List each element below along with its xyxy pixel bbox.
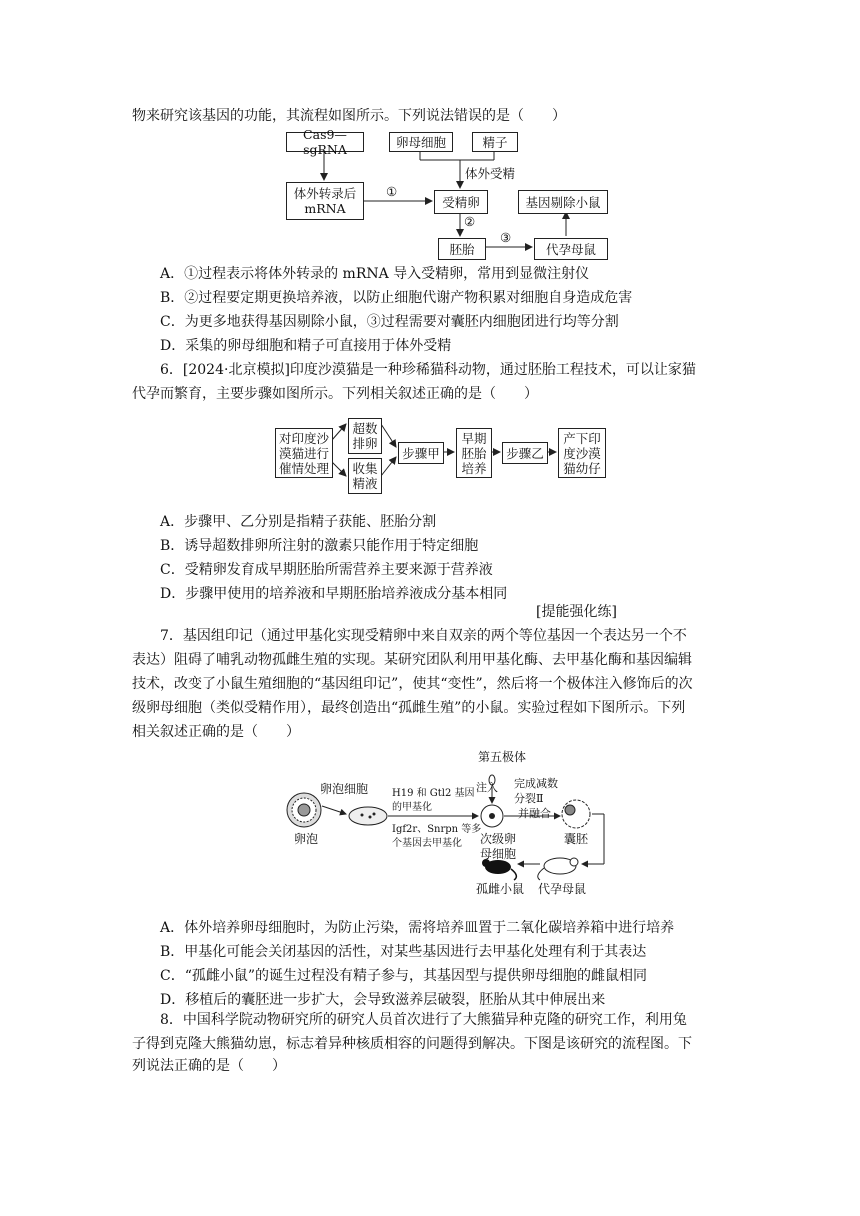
- culture-dish-icon: [349, 807, 387, 825]
- complete-label: 完成减数: [514, 777, 558, 790]
- q5-option-b: B．②过程要定期更换培养液，以防止细胞代谢产物积累对细胞自身造成危害: [160, 290, 633, 306]
- zygote-box: 受精卵: [434, 190, 488, 214]
- q7-stem-line4: 级卵母细胞（类似受精作用），最终创造出“孤雌生殖”的小鼠。实验过程如下图所示。下列: [132, 700, 686, 716]
- follicle-icon: [287, 793, 321, 827]
- q7-stem-line2: 表达）阻碍了哺乳动物孤雌生殖的实现。某研究团队利用甲基化酶、去甲基化酶和基因编辑: [132, 652, 692, 668]
- oocyte-label-2: 母细胞: [480, 847, 517, 861]
- methylation-label-2: 的甲基化: [392, 802, 432, 813]
- mrna-box: 体外转录后 mRNA: [286, 182, 364, 220]
- blastocyst-icon: [562, 800, 590, 828]
- follicle-label: 卵泡: [294, 832, 319, 846]
- oocyte-icon: [481, 805, 503, 827]
- cas9-box: Cas9—sgRNA: [286, 132, 364, 152]
- polar-body-label: 第五极体: [478, 750, 527, 764]
- q8-stem-line1: 8．中国科学院动物研究所的研究人员首次进行了大熊猫异种克隆的研究工作，利用兔: [160, 1012, 687, 1028]
- q5-option-d: D．采集的卵母细胞和精子可直接用于体外受精: [160, 338, 452, 354]
- egg-box: 卵母细胞: [389, 132, 453, 152]
- collect-box: 收集 精液: [348, 458, 382, 494]
- q7-option-b: B．甲基化可能会关闭基因的活性，对某些基因进行去甲基化处理有利于其表达: [160, 944, 647, 960]
- q7-stem-line5: 相关叙述正确的是（ ）: [132, 724, 300, 740]
- culture-box: 早期 胚胎 培养: [456, 428, 492, 478]
- step-a-box: 步骤甲: [398, 442, 444, 464]
- q7-option-a: A．体外培养卵母细胞时，为防止污染，需将培养皿置于二氧化碳培养箱中进行培养: [160, 920, 675, 936]
- parthenogenetic-mouse-label: 孤雌小鼠: [476, 882, 525, 896]
- q8-stem-line2: 子得到克隆大熊猫幼崽，标志着异种核质相容的问题得到解决。下图是该研究的流程图。下: [132, 1036, 692, 1052]
- q6-stem-line2: 代孕而繁育，主要步骤如图所示。下列相关叙述正确的是（ ）: [132, 386, 538, 402]
- q6-stem-line1: 6．[2024·北京模拟]印度沙漠猫是一种珍稀猫科动物，通过胚胎工程技术，可以让家猫: [160, 362, 696, 378]
- q6-option-b: B．诱导超数排卵所注射的激素只能作用于特定细胞: [160, 538, 479, 554]
- estrus-box: 对印度沙 漠猫进行 催情处理: [275, 428, 333, 478]
- superov-box: 超数 排卵: [348, 418, 382, 454]
- q7-stem-line1: 7．基因组印记（通过甲基化实现受精卵中来自双亲的两个等位基因一个表达另一个不: [160, 628, 687, 644]
- q5-stem: 物来研究该基因的功能，其流程如图所示。下列说法错误的是（ ）: [132, 108, 566, 124]
- blastocyst-label: 囊胚: [564, 832, 589, 846]
- parthenogenetic-mouse-icon: [482, 859, 516, 880]
- q7-option-c: C．“孤雌小鼠”的诞生过程没有精子参与，其基因型与提供卵母细胞的雌鼠相同: [160, 968, 648, 984]
- surrogate-mouse-icon: [538, 858, 578, 880]
- q6-option-c: C．受精卵发育成早期胚胎所需营养主要来源于营养液: [160, 562, 493, 578]
- q8-stem-line3: 列说法正确的是（ ）: [132, 1058, 286, 1074]
- step1-label: ①: [386, 184, 398, 199]
- surrogate-mouse-label: 代孕母鼠: [538, 882, 587, 896]
- step-b-box: 步骤乙: [502, 442, 548, 464]
- step2-label: ②: [464, 214, 476, 229]
- fuse-label: 并融合: [518, 807, 551, 820]
- q6-option-a: A．步骤甲、乙分别是指精子获能、胚胎分割: [160, 514, 437, 530]
- embryo-box: 胚胎: [438, 238, 486, 260]
- follicle-cell-label: 卵泡细胞: [320, 782, 369, 796]
- q7-figure: [282, 746, 610, 900]
- offspring-box: 产下印 度沙漠 猫幼仔: [558, 428, 606, 478]
- knockout-box: 基因剔除小鼠: [518, 190, 608, 214]
- q6-option-d: D．步骤甲使用的培养液和早期胚胎培养液成分基本相同: [160, 586, 508, 602]
- q7-option-d: D．移植后的囊胚进一步扩大，会导致滋养层破裂，胚胎从其中伸展出来: [160, 992, 606, 1008]
- step3-label: ③: [500, 230, 512, 245]
- q5-option-c: C．为更多地获得基因剔除小鼠，③过程需要对囊胚内细胞团进行均等分割: [160, 314, 619, 330]
- inject-label: 注入: [476, 781, 498, 794]
- surrogate-box: 代孕母鼠: [534, 238, 608, 260]
- demethylation-label-2: 个基因去甲基化: [392, 838, 462, 849]
- demethylation-label-1: Igf2r、Snrpn 等多: [392, 824, 482, 835]
- oocyte-label-1: 次级卵: [480, 832, 517, 846]
- section-heading: [提能强化练]: [536, 604, 617, 620]
- ivf-label: 体外受精: [465, 166, 516, 181]
- q5-option-a: A．①过程表示将体外转录的 mRNA 导入受精卵，常用到显微注射仪: [160, 266, 590, 282]
- methylation-label-1: H19 和 Gtl2 基因: [392, 788, 475, 799]
- meiosis-label: 分裂Ⅱ: [514, 792, 544, 805]
- q7-stem-line3: 技术，改变了小鼠生殖细胞的“基因组印记”，使其“变性”，然后将一个极体注入修饰后的次: [132, 676, 693, 692]
- sperm-box: 精子: [472, 132, 518, 152]
